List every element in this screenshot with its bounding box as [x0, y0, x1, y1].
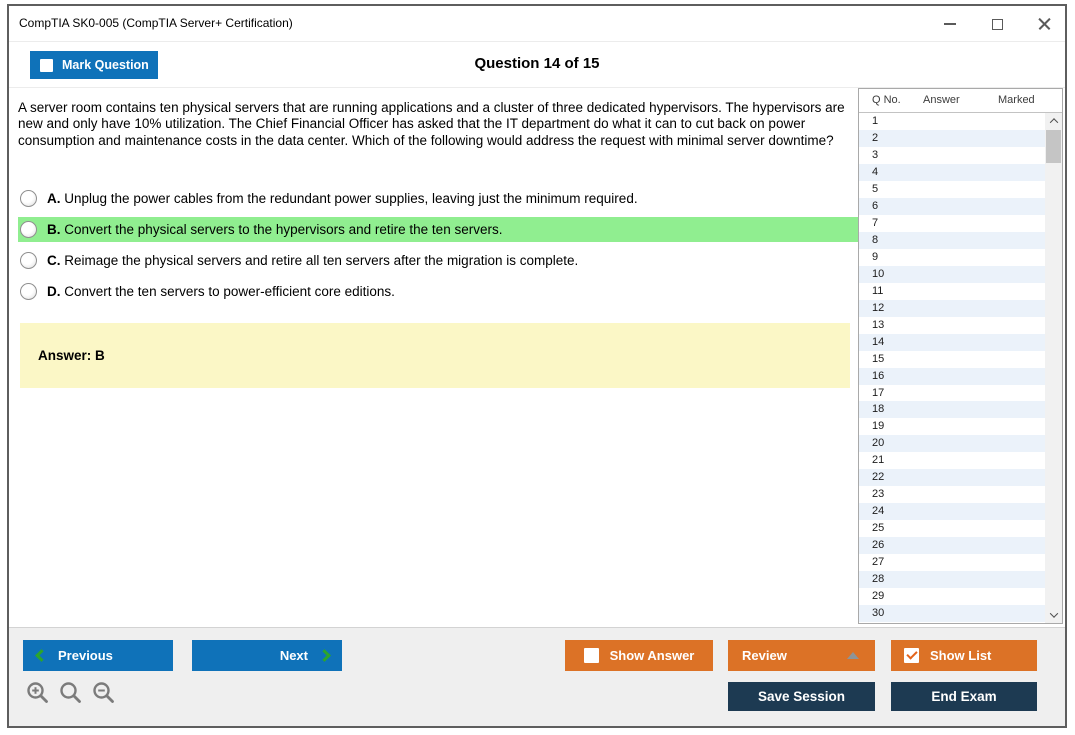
question-list-row[interactable]: 28 — [859, 571, 1045, 588]
question-list-row[interactable]: 25 — [872, 522, 885, 535]
question-list-row[interactable]: 14 — [859, 334, 1045, 351]
save-session-button[interactable] — [728, 682, 875, 711]
question-list-row[interactable]: 17 — [872, 386, 885, 399]
question-list-row[interactable]: 1 — [872, 115, 879, 127]
review-dropdown-button[interactable] — [728, 640, 875, 671]
radio-button[interactable] — [20, 221, 37, 238]
answer-box — [20, 323, 850, 388]
zoom-toolbar — [25, 680, 117, 706]
chevron-down-icon — [1049, 609, 1057, 617]
question-list-row[interactable]: 20 — [859, 435, 1045, 452]
previous-button[interactable] — [23, 640, 173, 671]
maximize-icon — [992, 19, 1003, 30]
question-list-row[interactable]: 21 — [872, 454, 885, 467]
question-list-row[interactable]: 9 — [872, 250, 879, 263]
question-list-row[interactable]: 12 — [859, 300, 1045, 317]
question-text: A server room contains ten physical servers that are running applications and a cluster of three dedicated hypervisors. The hypervisors are new and only have 10% utilization. The Chief Financial Officer has asked that the IT department do what it can to cut back on power consumption and maintenance costs in the data center. Which of the following would address the request with minimal server downtime? — [18, 100, 845, 148]
question-list-row[interactable]: 2 — [859, 130, 1045, 147]
question-list-row[interactable]: 16 — [859, 368, 1045, 385]
question-list-row[interactable]: 6 — [859, 198, 1045, 215]
review-label: Review — [742, 648, 787, 663]
footer-bar — [9, 627, 1065, 726]
question-list-panel — [858, 88, 1063, 624]
question-list-row[interactable]: 7 — [872, 216, 879, 229]
previous-label: Previous — [58, 648, 113, 663]
question-list-row[interactable]: 18 — [859, 401, 1045, 418]
column-header-marked: Marked — [998, 94, 1035, 106]
question-list-header — [859, 89, 1062, 113]
question-list-row[interactable]: 19 — [872, 420, 885, 433]
question-list-row[interactable]: 3 — [872, 148, 879, 161]
title-bar — [9, 6, 1065, 42]
show-list-button[interactable] — [891, 640, 1037, 671]
answer-option-c[interactable] — [18, 248, 858, 273]
question-list-scrollbar[interactable] — [1045, 113, 1062, 623]
show-list-checkbox[interactable] — [904, 648, 919, 663]
answer-label: Answer: B — [38, 348, 105, 363]
question-list-row[interactable]: 11 — [872, 284, 884, 297]
app-window — [7, 4, 1067, 728]
scroll-up-button[interactable] — [1045, 113, 1062, 129]
scrollbar-thumb[interactable] — [1046, 130, 1061, 163]
show-answer-button[interactable] — [565, 640, 713, 671]
radio-button[interactable] — [20, 252, 37, 269]
answer-option-b[interactable] — [18, 217, 858, 242]
chevron-up-icon — [1049, 118, 1057, 126]
question-counter: Question 14 of 15 — [474, 55, 600, 72]
question-list-row[interactable]: 13 — [872, 318, 885, 331]
question-list-row[interactable]: 26 — [859, 537, 1045, 554]
zoom-out-icon[interactable] — [91, 680, 117, 706]
show-answer-label: Show Answer — [609, 648, 695, 663]
answer-option-a[interactable] — [18, 186, 858, 211]
question-header — [9, 43, 1065, 88]
minimize-button[interactable] — [943, 17, 957, 31]
question-list-row[interactable]: 22 — [859, 469, 1045, 486]
show-answer-checkbox[interactable] — [584, 648, 599, 663]
answer-option-d[interactable] — [18, 279, 858, 304]
question-list-row[interactable]: 10 — [859, 266, 1045, 283]
window-controls — [943, 6, 1051, 42]
end-exam-label: End Exam — [931, 689, 997, 704]
zoom-reset-icon[interactable] — [58, 680, 84, 706]
option-text: C. Reimage the physical servers and retire all ten servers after the migration is complete. — [47, 253, 579, 268]
question-list-row[interactable]: 29 — [872, 590, 885, 603]
show-list-label: Show List — [930, 648, 992, 663]
close-button[interactable] — [1037, 17, 1051, 31]
save-session-label: Save Session — [757, 689, 846, 704]
radio-button[interactable] — [20, 190, 37, 207]
question-list-row[interactable]: 15 — [872, 352, 885, 365]
mark-question-label: Mark Question — [62, 58, 149, 72]
option-text: A. Unplug the power cables from the redundant power supplies, leaving just the minimum required. — [47, 191, 638, 206]
window-title: CompTIA SK0-005 (CompTIA Server+ Certification) — [19, 16, 293, 30]
question-list-row[interactable]: 23 — [872, 488, 885, 501]
question-list-row[interactable]: 30 — [859, 605, 1045, 622]
question-list-row[interactable]: 27 — [872, 556, 885, 569]
end-exam-button[interactable] — [891, 682, 1037, 711]
zoom-in-icon[interactable] — [25, 680, 51, 706]
next-label: Next — [279, 648, 308, 663]
maximize-button[interactable] — [990, 17, 1004, 31]
radio-button[interactable] — [20, 283, 37, 300]
close-icon — [1038, 18, 1051, 31]
column-header-qno: Q No. — [872, 94, 901, 106]
scroll-down-button[interactable] — [1045, 607, 1062, 623]
column-header-answer: Answer — [923, 94, 960, 106]
question-list-row[interactable]: 4 — [859, 164, 1045, 181]
question-list-row[interactable]: 8 — [859, 232, 1045, 249]
chevron-left-icon — [35, 649, 48, 662]
question-list-row[interactable]: 5 — [872, 182, 879, 195]
chevron-right-icon — [318, 649, 331, 662]
option-text: B. Convert the physical servers to the hypervisors and retire the ten servers. — [47, 222, 503, 237]
option-text: D. Convert the ten servers to power-efficient core editions. — [47, 284, 395, 299]
triangle-up-icon — [847, 652, 859, 659]
minimize-icon — [944, 23, 956, 25]
next-button[interactable] — [192, 640, 342, 671]
options-list — [18, 186, 858, 310]
question-list-body — [859, 113, 1045, 623]
question-list-row[interactable]: 24 — [859, 503, 1045, 520]
